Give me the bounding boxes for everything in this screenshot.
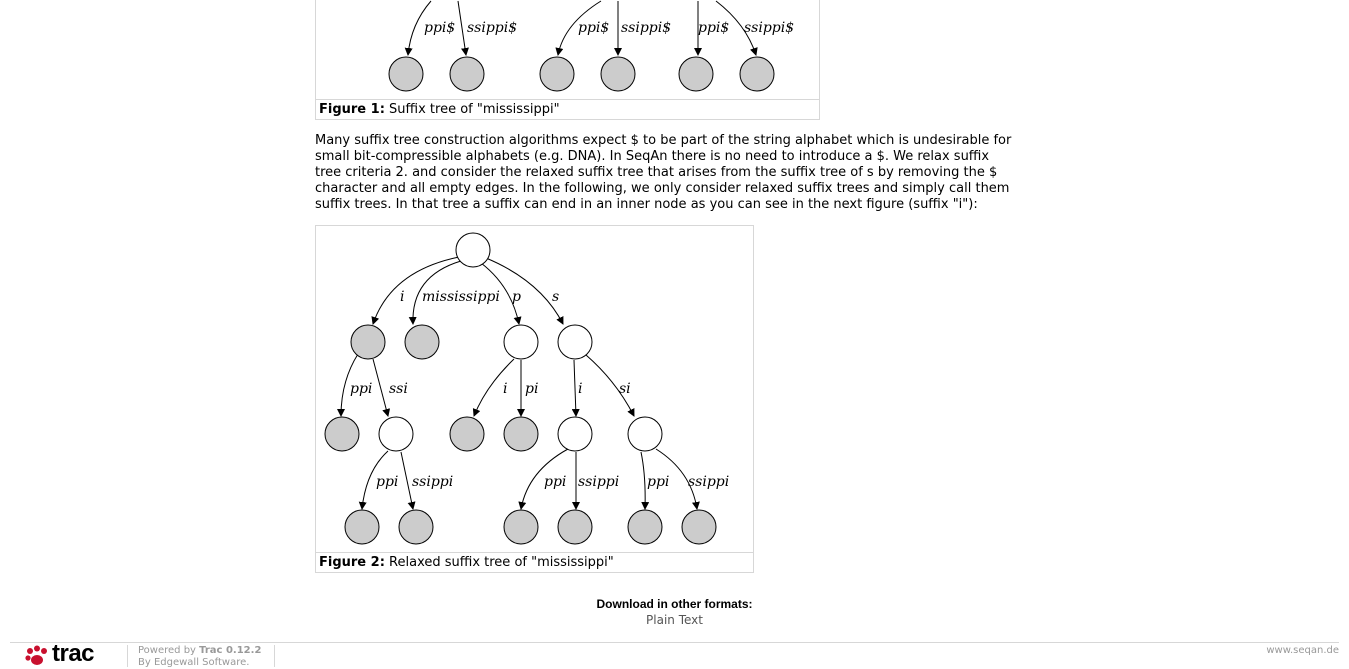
- edge-label: ppi$: [698, 20, 730, 36]
- edge-label: i: [503, 381, 508, 397]
- powered-prefix: Powered by: [138, 645, 196, 656]
- leaf-node: [601, 57, 635, 91]
- edge-label: ppi$: [578, 20, 610, 36]
- inner-node: [558, 417, 592, 451]
- edge-label: ppi: [376, 474, 399, 490]
- figure-2-tree: [316, 226, 753, 552]
- figure-1-tree: [316, 0, 819, 101]
- edge-label: ssippi: [578, 474, 620, 490]
- edge-label: i: [400, 289, 405, 305]
- edge-label: ssi: [389, 381, 408, 397]
- root-node: [456, 233, 490, 267]
- download-formats-heading: Download in other formats:: [596, 597, 753, 611]
- leaf-node: [540, 57, 574, 91]
- edge-label: ppi: [647, 474, 670, 490]
- edge-label: ssippi$: [744, 20, 795, 36]
- leaf-node: [405, 325, 439, 359]
- edge-label: ssippi: [412, 474, 454, 490]
- figure-2: [315, 225, 754, 573]
- leaf-node: [682, 510, 716, 544]
- inner-node: [351, 325, 385, 359]
- paragraph-line: small bit-compressible alphabets (e.g. DNA). In SeqAn there is no need to introduce a $. We relax suffix: [315, 149, 990, 164]
- leaf-node: [345, 510, 379, 544]
- trac-logo-text: trac: [52, 640, 95, 667]
- trac-version-link[interactable]: Trac 0.12.2: [199, 645, 262, 656]
- leaf-node: [504, 510, 538, 544]
- plain-text-link[interactable]: Plain Text: [646, 613, 703, 627]
- paragraph-line: suffix trees. In that tree a suffix can end in an inner node as you can see in the next figure (suffix "i"):: [315, 197, 978, 212]
- figure-1: [315, 0, 820, 120]
- inner-node: [628, 417, 662, 451]
- edge-label: ppi: [544, 474, 567, 490]
- paw-icon: [24, 645, 50, 669]
- caption-label: Figure 1:: [319, 102, 385, 117]
- edge-label: ppi: [350, 381, 373, 397]
- edge-label: s: [552, 289, 560, 305]
- caption-label: Figure 2:: [319, 555, 385, 570]
- edge-label: ssippi$: [467, 20, 518, 36]
- edge-label: si: [619, 381, 631, 397]
- edge-label: ssippi$: [621, 20, 672, 36]
- footer-divider: [10, 642, 1339, 643]
- edge-label: p: [512, 289, 521, 305]
- footer-separator: [127, 645, 128, 667]
- leaf-node: [558, 510, 592, 544]
- edge-label: ppi$: [424, 20, 456, 36]
- leaf-node: [325, 417, 359, 451]
- inner-node: [379, 417, 413, 451]
- figure-1-caption: [316, 99, 819, 119]
- caption-text: Suffix tree of "mississippi": [389, 102, 560, 117]
- edge-label: mississippi: [422, 289, 500, 305]
- paragraph-line: Many suffix tree construction algorithms expect $ to be part of the string alphabet which is undesirable for: [315, 133, 1012, 148]
- inner-node: [558, 325, 592, 359]
- powered-by: [138, 645, 261, 669]
- inner-node: [504, 325, 538, 359]
- paragraph-line: tree criteria 2. and consider the relaxed suffix tree that arises from the suffix tree of s by removing the $: [315, 165, 998, 180]
- leaf-node: [628, 510, 662, 544]
- edge-label: i: [578, 381, 583, 397]
- seqan-site-link[interactable]: www.seqan.de: [1266, 645, 1339, 656]
- leaf-node: [399, 510, 433, 544]
- footer-separator: [274, 645, 275, 667]
- leaf-node: [504, 417, 538, 451]
- description-paragraph: [315, 133, 1045, 213]
- edge-label: pi: [525, 381, 539, 397]
- leaf-node: [679, 57, 713, 91]
- leaf-node: [450, 417, 484, 451]
- by-line: By Edgewall Software.: [138, 657, 250, 668]
- paragraph-line: character and all empty edges. In the following, we only consider relaxed suffix trees and simply call them: [315, 181, 1010, 196]
- figure-2-caption: [316, 552, 753, 572]
- leaf-node: [450, 57, 484, 91]
- leaf-node: [389, 57, 423, 91]
- edge-label: ssippi: [688, 474, 730, 490]
- trac-logo[interactable]: [24, 640, 114, 669]
- leaf-node: [740, 57, 774, 91]
- caption-text: Relaxed suffix tree of "mississippi": [389, 555, 614, 570]
